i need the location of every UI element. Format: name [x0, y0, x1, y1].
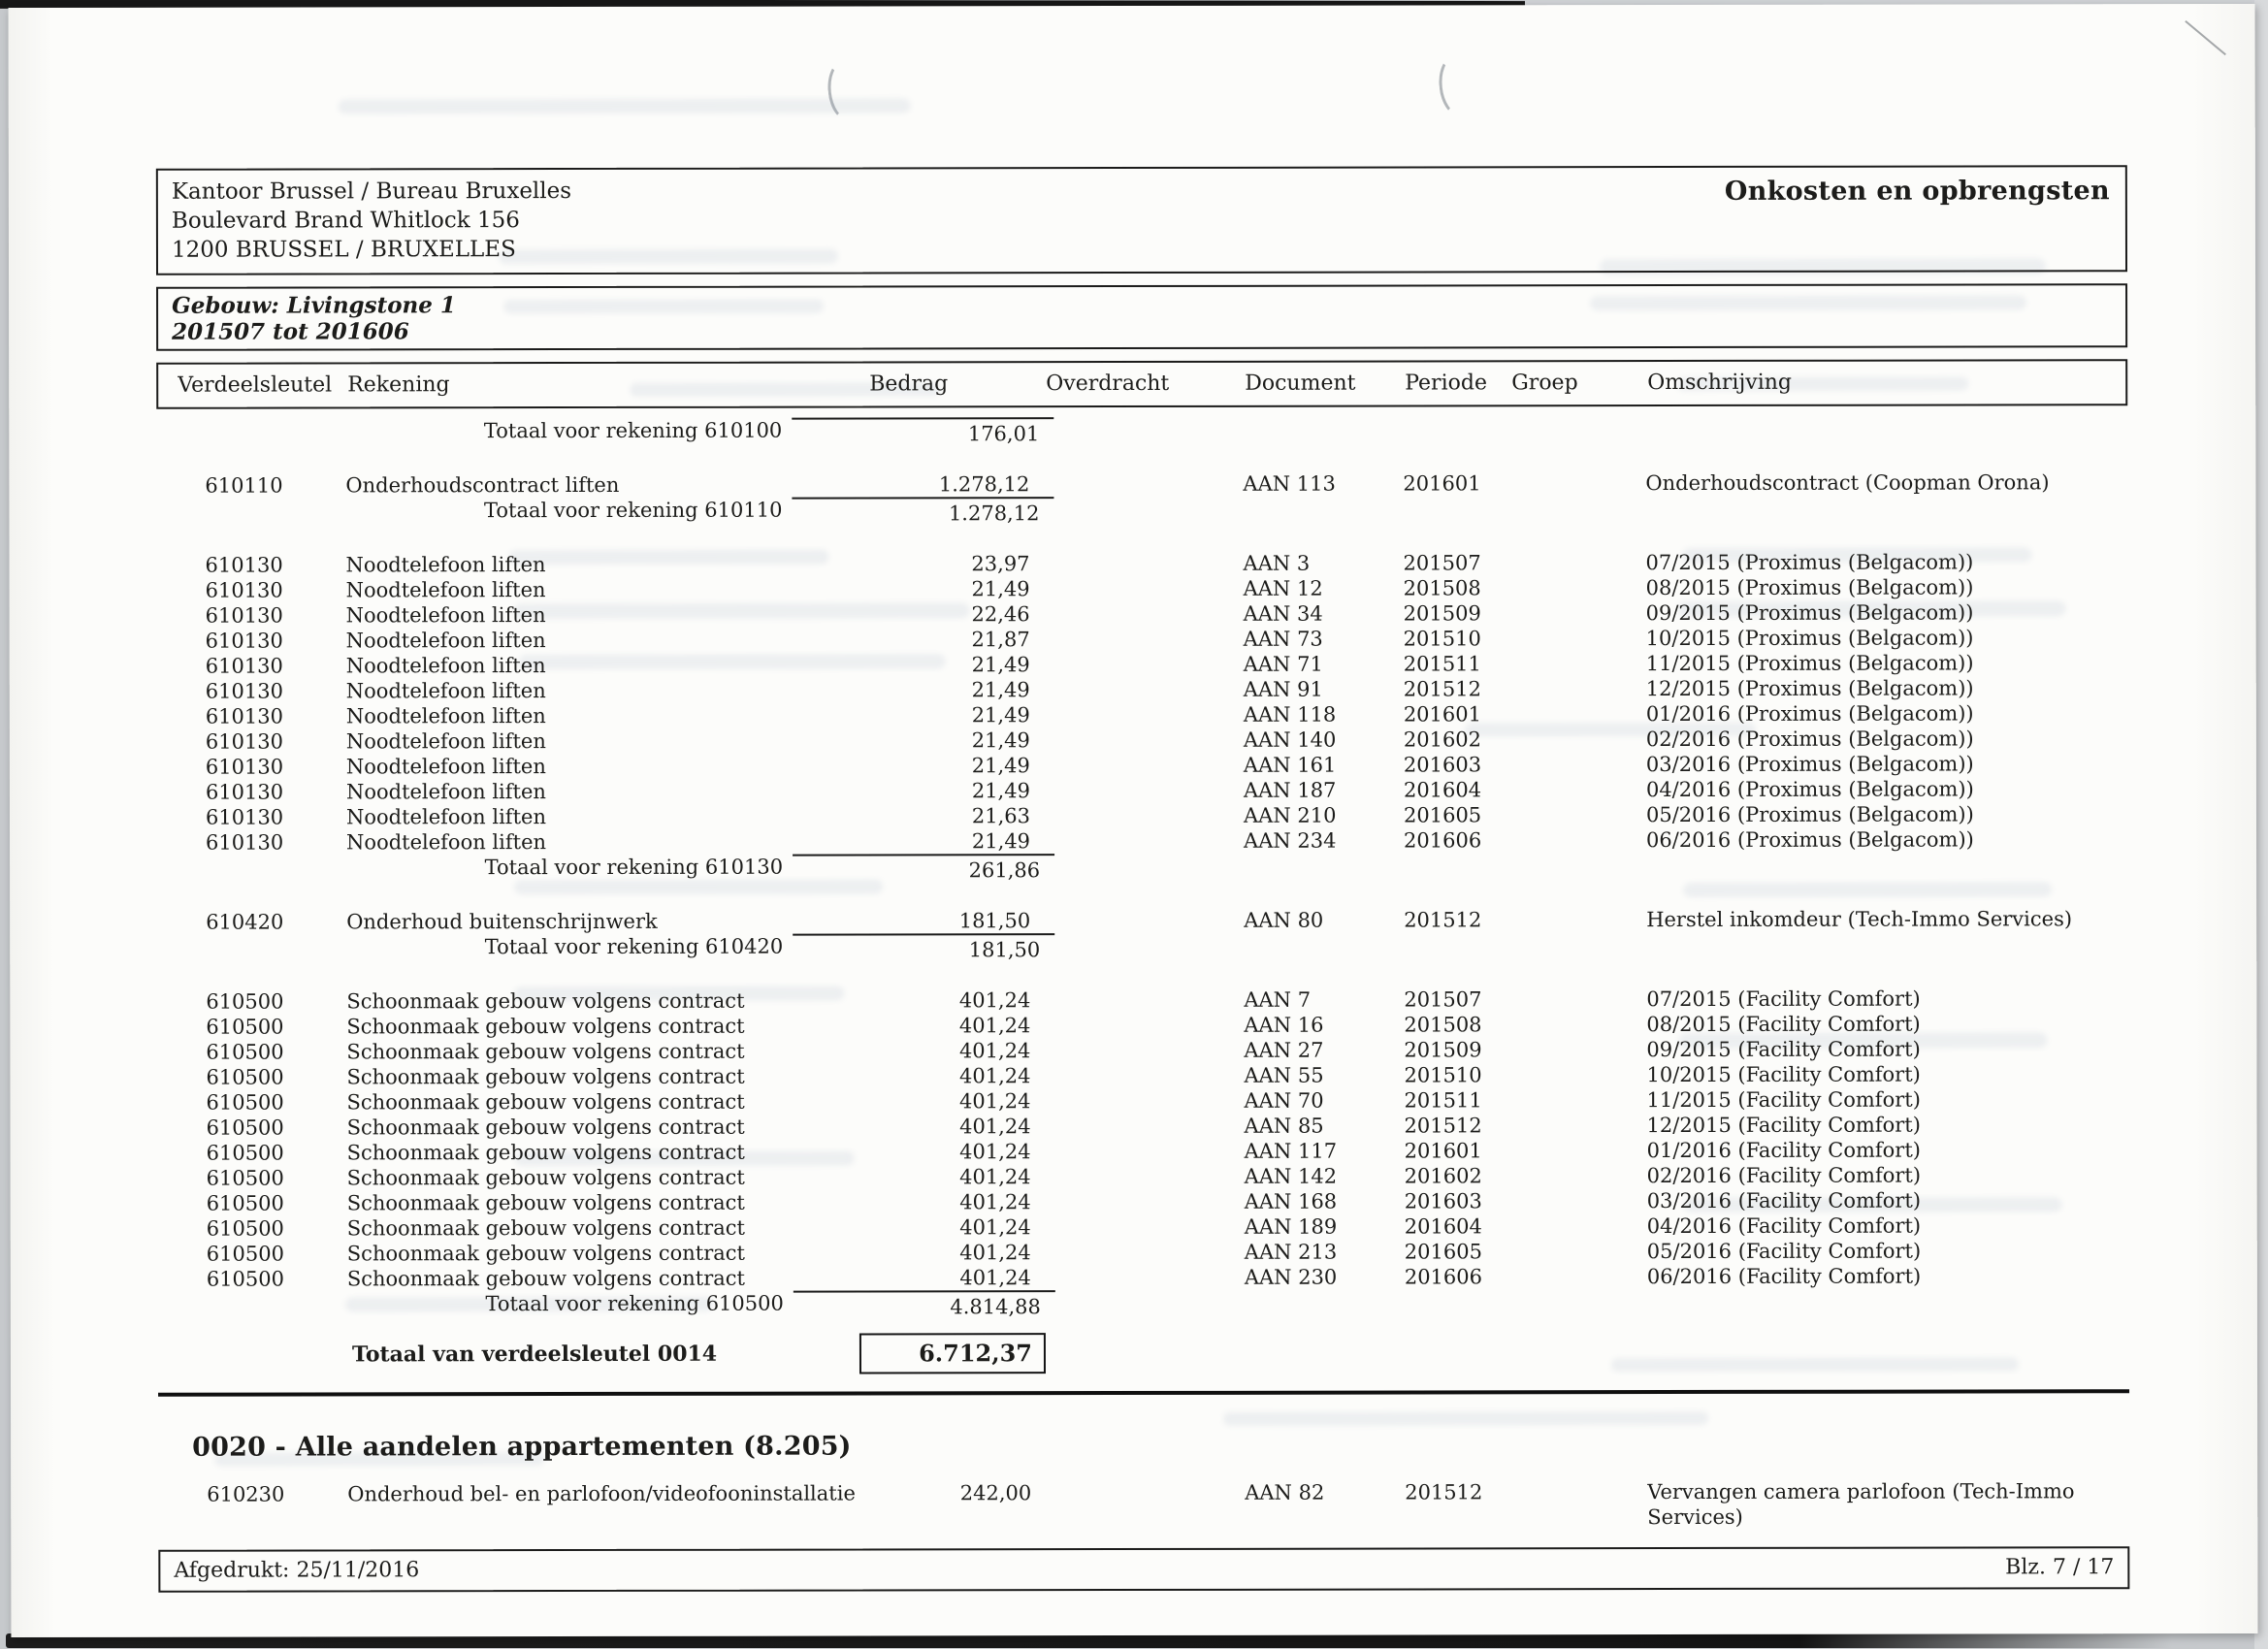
cell-document: AAN 7: [1244, 987, 1312, 1012]
cell-omschrijving: 04/2016 (Proximus (Belgacom)): [1645, 777, 1974, 802]
cell-rekening: Schoonmaak gebouw volgens contract: [346, 1140, 745, 1165]
cell-overdracht: [1045, 753, 1244, 778]
cell-document: AAN 189: [1244, 1214, 1338, 1239]
cell-periode: 201507: [1403, 551, 1481, 575]
cell-omschrijving: 05/2016 (Facility Comfort): [1646, 1239, 1922, 1264]
cell-overdracht: [1045, 601, 1244, 627]
table-row: [157, 751, 2128, 780]
cell-rekening: Schoonmaak gebouw volgens contract: [346, 1039, 745, 1064]
cell-overdracht: [1046, 1265, 1245, 1290]
cell-bedrag: 401,24: [958, 1014, 1031, 1038]
cell-bedrag: 21,49: [971, 577, 1030, 601]
cell-document: AAN 161: [1243, 753, 1337, 777]
section-divider: [158, 1389, 2129, 1422]
cell-overdracht: [1046, 1139, 1245, 1164]
cell-rekening: Noodtelefoon liften: [345, 629, 546, 653]
cell-omschrijving: 09/2015 (Proximus (Belgacom)): [1645, 600, 1974, 626]
cell-rekening: Schoonmaak gebouw volgens contract: [346, 1165, 745, 1190]
cell-omschrijving: Onderhoudscontract (Coopman Orona): [1645, 470, 2050, 496]
cell-overdracht: [1045, 908, 1244, 933]
cell-groep: [1511, 1163, 1647, 1188]
cell-rekening: Schoonmaak gebouw volgens contract: [346, 988, 745, 1014]
cell-periode: 201604: [1404, 1214, 1482, 1239]
cell-verdeelsleutel: 610130: [205, 553, 283, 577]
cell-rekening: Schoonmaak gebouw volgens contract: [346, 1241, 745, 1266]
cell-omschrijving: 02/2016 (Facility Comfort): [1646, 1163, 1922, 1188]
cell-groep: [1510, 986, 1646, 1012]
cell-verdeelsleutel: 610130: [205, 578, 283, 602]
total-row: [156, 495, 2127, 528]
cell-overdracht: [1045, 1038, 1244, 1063]
cell-omschrijving: 11/2015 (Facility Comfort): [1646, 1087, 1921, 1113]
cell-periode: 201605: [1403, 803, 1482, 827]
cell-rekening: Schoonmaak gebouw volgens contract: [346, 1266, 746, 1291]
cell-verdeelsleutel: 610500: [206, 1040, 284, 1064]
cell-omschrijving: 10/2015 (Facility Comfort): [1646, 1062, 1921, 1087]
total-label: Totaal voor rekening 610420: [484, 934, 784, 959]
column-header-bedrag: Bedrag: [869, 372, 949, 397]
cell-periode: 201512: [1403, 677, 1481, 701]
cell-groep: [1510, 802, 1646, 827]
cell-document: AAN 142: [1244, 1164, 1338, 1188]
total-row: [157, 852, 2128, 885]
cell-omschrijving: 10/2015 (Proximus (Belgacom)): [1645, 626, 1974, 651]
office-line: Kantoor Brussel / Bureau Bruxelles: [171, 178, 572, 205]
cell-periode: 201508: [1403, 576, 1481, 600]
cell-bedrag: 21,63: [971, 804, 1031, 828]
cell-periode: 201601: [1403, 702, 1482, 727]
cell-periode: 201601: [1403, 471, 1481, 496]
column-header-verdeelsleutel: Verdeelsleutel: [178, 372, 333, 398]
cell-groep: [1511, 1264, 1647, 1289]
table-row: [158, 1212, 2129, 1242]
column-header-omschrijving: Omschrijving: [1647, 370, 1793, 396]
cell-overdracht: [1046, 1240, 1245, 1265]
cell-verdeelsleutel: 610130: [205, 755, 284, 779]
cell-bedrag: 401,24: [959, 1190, 1031, 1214]
cell-bedrag: 401,24: [959, 1266, 1031, 1290]
cell-document: AAN 71: [1243, 652, 1323, 676]
cell-groep: [1509, 470, 1645, 496]
cell-document: AAN 140: [1243, 728, 1337, 752]
cell-rekening: Schoonmaak gebouw volgens contract: [346, 1064, 745, 1089]
cell-verdeelsleutel: 610130: [205, 679, 283, 703]
column-header-document: Document: [1245, 371, 1356, 396]
table-row: [158, 1478, 2129, 1533]
cell-rekening: Noodtelefoon liften: [346, 830, 547, 855]
cell-groep: [1510, 651, 1646, 676]
cell-groep: [1510, 752, 1646, 777]
cell-groep: [1510, 1012, 1646, 1037]
table-row: [157, 726, 2128, 755]
column-header-periode: Periode: [1405, 371, 1487, 396]
table-row: [158, 1137, 2129, 1166]
cell-periode: 201604: [1403, 778, 1482, 802]
cell-verdeelsleutel: 610500: [206, 1166, 284, 1190]
row-gap: [157, 881, 2128, 910]
table-row: [157, 1061, 2128, 1090]
cell-rekening: Schoonmaak gebouw volgens contract: [346, 1190, 745, 1215]
cell-omschrijving: 02/2016 (Proximus (Belgacom)): [1645, 727, 1974, 752]
cell-rekening: Noodtelefoon liften: [345, 729, 546, 754]
cell-rekening: Noodtelefoon liften: [345, 679, 546, 703]
bleed-through-ghost: [339, 98, 911, 113]
cell-verdeelsleutel: 610130: [205, 704, 284, 728]
document-sheet: [9, 4, 2258, 1637]
cell-rekening: Noodtelefoon liften: [345, 603, 546, 628]
office-line: 1200 BRUSSEL / BRUXELLES: [171, 237, 516, 263]
total-label: Totaal voor rekening 610100: [483, 418, 783, 443]
cell-document: AAN 168: [1244, 1189, 1338, 1213]
table-row: [158, 1187, 2129, 1216]
cell-omschrijving: 03/2016 (Proximus (Belgacom)): [1645, 752, 1974, 777]
cell-rekening: Noodtelefoon liften: [345, 805, 546, 829]
grand-total-row: [158, 1331, 2129, 1375]
cell-groep: [1510, 727, 1646, 752]
cell-overdracht: [1046, 1164, 1245, 1189]
cell-overdracht: [1046, 1214, 1245, 1240]
cell-bedrag: 181,50: [958, 909, 1031, 933]
cell-bedrag: 21,49: [971, 728, 1030, 753]
cell-omschrijving: Herstel inkomdeur (Tech-Immo Services): [1646, 907, 2073, 932]
cell-overdracht: [1045, 828, 1244, 854]
cell-verdeelsleutel: 610500: [206, 1141, 284, 1165]
cell-groep: [1510, 827, 1646, 853]
table-row: [158, 1238, 2129, 1267]
cell-document: AAN 27: [1244, 1038, 1324, 1062]
cell-bedrag: 21,49: [971, 653, 1030, 677]
cell-verdeelsleutel: 610500: [206, 1116, 284, 1140]
building-period: 201507 tot 201606: [172, 318, 409, 345]
cell-verdeelsleutel: 610110: [205, 473, 283, 498]
cell-document: AAN 80: [1244, 908, 1324, 932]
cell-rekening: Noodtelefoon liften: [345, 654, 546, 678]
cell-periode: 201512: [1404, 908, 1482, 932]
cell-rekening: Noodtelefoon liften: [345, 578, 546, 602]
cell-overdracht: [1045, 778, 1244, 803]
cell-omschrijving: Vervangen camera parlofoon (Tech-Immo Services): [1647, 1479, 2075, 1530]
cell-omschrijving: 05/2016 (Proximus (Belgacom)): [1645, 802, 1974, 827]
total-amount: 261,86: [793, 854, 1054, 883]
cell-document: AAN 73: [1243, 627, 1323, 651]
cell-bedrag: 401,24: [958, 1064, 1031, 1088]
cell-groep: [1510, 1037, 1646, 1062]
cell-bedrag: 401,24: [959, 1115, 1031, 1139]
total-row: [157, 931, 2128, 964]
cell-omschrijving: 06/2016 (Facility Comfort): [1646, 1264, 1922, 1289]
cell-overdracht: [1045, 1013, 1244, 1038]
cell-verdeelsleutel: 610130: [205, 729, 284, 754]
cell-omschrijving: 12/2015 (Facility Comfort): [1646, 1113, 1921, 1138]
office-address: [172, 177, 571, 265]
cell-verdeelsleutel: 610500: [206, 1090, 284, 1115]
cell-bedrag: 401,24: [958, 988, 1031, 1013]
cell-groep: [1511, 1138, 1647, 1163]
cell-periode: 201509: [1404, 1038, 1482, 1062]
scan-artifact-curve: [825, 59, 865, 122]
table-row: [157, 986, 2128, 1015]
column-header-groep: Groep: [1511, 371, 1578, 396]
cell-omschrijving: 04/2016 (Facility Comfort): [1646, 1213, 1922, 1239]
table-row: [157, 599, 2128, 629]
cell-document: AAN 85: [1244, 1114, 1324, 1138]
cell-document: AAN 55: [1244, 1063, 1324, 1087]
table-row: [158, 1263, 2129, 1292]
cell-overdracht: [1045, 551, 1244, 576]
table-row: [157, 1036, 2128, 1065]
cell-groep: [1510, 1087, 1646, 1113]
cell-document: AAN 34: [1243, 601, 1323, 626]
cell-periode: 201602: [1404, 1164, 1482, 1188]
cell-bedrag: 401,24: [959, 1241, 1031, 1265]
cell-periode: 201512: [1404, 1114, 1482, 1138]
cell-overdracht: [1044, 471, 1243, 497]
cell-document: AAN 70: [1244, 1088, 1324, 1113]
cell-verdeelsleutel: 610230: [207, 1482, 285, 1506]
printed-date: Afgedrukt: 25/11/2016: [174, 1558, 420, 1583]
table-row: [158, 1112, 2129, 1141]
cell-groep: [1511, 1479, 1647, 1530]
page-number: Blz. 7 / 17: [2005, 1555, 2115, 1580]
cell-verdeelsleutel: 610500: [206, 1267, 285, 1291]
cell-verdeelsleutel: 610130: [205, 603, 283, 628]
cell-overdracht: [1045, 652, 1244, 677]
cell-omschrijving: 12/2015 (Proximus (Belgacom)): [1645, 676, 1974, 701]
table-body: [156, 415, 2129, 1533]
cell-bedrag: 242,00: [959, 1481, 1032, 1505]
cell-verdeelsleutel: 610130: [205, 654, 283, 678]
total-label: Totaal voor rekening 610110: [483, 498, 783, 523]
cell-document: AAN 210: [1243, 803, 1337, 827]
cell-groep: [1510, 550, 1646, 575]
cell-rekening: Schoonmaak gebouw volgens contract: [346, 1089, 745, 1115]
table-row: [157, 906, 2128, 935]
cell-bedrag: 21,49: [971, 703, 1030, 728]
cell-groep: [1511, 1113, 1647, 1138]
cell-verdeelsleutel: 610130: [205, 805, 284, 829]
cell-groep: [1510, 676, 1646, 701]
cell-omschrijving: 09/2015 (Facility Comfort): [1646, 1037, 1921, 1062]
table-row: [157, 826, 2128, 856]
cell-omschrijving: 07/2015 (Facility Comfort): [1646, 986, 1921, 1012]
total-amount: 4.814,88: [794, 1290, 1055, 1319]
cell-overdracht: [1045, 702, 1244, 728]
cell-groep: [1510, 777, 1646, 802]
cell-periode: 201511: [1403, 652, 1481, 676]
table-row: [157, 625, 2128, 654]
row-gap: [156, 524, 2127, 553]
cell-verdeelsleutel: 610420: [206, 910, 284, 934]
cell-groep: [1510, 600, 1646, 626]
cell-periode: 201511: [1404, 1088, 1482, 1113]
cell-document: AAN 12: [1243, 576, 1323, 600]
cell-groep: [1510, 907, 1646, 932]
cell-verdeelsleutel: 610500: [206, 1065, 284, 1089]
cell-bedrag: 21,49: [971, 829, 1031, 854]
cell-rekening: Schoonmaak gebouw volgens contract: [346, 1115, 745, 1140]
cell-bedrag: 401,24: [958, 1039, 1031, 1063]
cell-omschrijving: 01/2016 (Proximus (Belgacom)): [1645, 701, 1974, 727]
cell-bedrag: 401,24: [959, 1165, 1031, 1189]
cell-periode: 201606: [1404, 1265, 1483, 1289]
total-label: Totaal voor rekening 610500: [485, 1291, 784, 1316]
cell-periode: 201509: [1403, 601, 1481, 626]
table-header-row: [156, 359, 2127, 409]
cell-bedrag: 401,24: [958, 1089, 1031, 1114]
cell-groep: [1511, 1213, 1647, 1239]
cell-verdeelsleutel: 610500: [206, 1242, 284, 1266]
office-line: Boulevard Brand Whitlock 156: [171, 208, 520, 234]
cell-verdeelsleutel: 610500: [206, 1216, 284, 1241]
table-row: [157, 650, 2128, 679]
row-gap: [156, 444, 2127, 473]
cell-overdracht: [1045, 803, 1244, 828]
total-amount: 176,01: [792, 417, 1053, 446]
cell-document: AAN 213: [1244, 1240, 1338, 1264]
building-name: Gebouw: Livingstone 1: [172, 292, 456, 319]
cell-rekening: Onderhoud buitenschrijnwerk: [346, 909, 658, 934]
scan-artifact-curve: [1436, 54, 1476, 117]
cell-overdracht: [1045, 576, 1244, 601]
cell-overdracht: [1046, 1114, 1245, 1139]
table-row: [157, 776, 2128, 805]
grand-total-label: Totaal van verdeelsleutel 0014: [351, 1341, 718, 1368]
cell-omschrijving: 01/2016 (Facility Comfort): [1646, 1138, 1921, 1163]
cell-bedrag: 21,49: [971, 754, 1030, 778]
cell-omschrijving: 11/2015 (Proximus (Belgacom)): [1645, 651, 1974, 676]
cell-overdracht: [1045, 677, 1244, 702]
cell-bedrag: 21,87: [971, 628, 1030, 652]
cell-omschrijving: 03/2016 (Facility Comfort): [1646, 1188, 1922, 1213]
cell-omschrijving: 08/2015 (Facility Comfort): [1646, 1012, 1921, 1037]
cell-verdeelsleutel: 610130: [205, 780, 284, 804]
cell-document: AAN 187: [1243, 778, 1337, 802]
cell-document: AAN 3: [1243, 551, 1311, 575]
cell-periode: 201603: [1404, 1189, 1482, 1213]
cell-periode: 201601: [1404, 1139, 1482, 1163]
total-amount: 181,50: [793, 933, 1054, 962]
cell-periode: 201510: [1404, 1063, 1482, 1087]
cell-groep: [1511, 1188, 1647, 1213]
letterhead-box: [156, 165, 2127, 275]
table-row: [157, 574, 2128, 603]
cell-bedrag: 22,46: [971, 602, 1030, 627]
report-document: [156, 165, 2130, 1593]
cell-document: AAN 117: [1244, 1139, 1338, 1163]
cell-groep: [1510, 701, 1646, 727]
cell-periode: 201507: [1404, 987, 1482, 1012]
cell-verdeelsleutel: 610500: [206, 1015, 284, 1039]
cell-rekening: Noodtelefoon liften: [345, 553, 546, 577]
cell-verdeelsleutel: 610130: [206, 830, 284, 855]
cell-periode: 201602: [1403, 728, 1482, 752]
cell-bedrag: 1.278,12: [938, 472, 1030, 497]
cell-document: AAN 234: [1244, 828, 1337, 853]
cell-document: AAN 16: [1244, 1013, 1324, 1037]
table-row: [157, 675, 2128, 704]
cell-document: AAN 82: [1245, 1480, 1325, 1504]
cell-overdracht: [1045, 1063, 1244, 1088]
total-amount: 1.278,12: [792, 497, 1053, 526]
table-row: [157, 1086, 2128, 1116]
cell-rekening: Schoonmaak gebouw volgens contract: [346, 1014, 745, 1039]
cell-periode: 201512: [1405, 1480, 1483, 1504]
cell-document: AAN 118: [1243, 702, 1337, 727]
cell-rekening: Onderhoud bel- en parlofoon/videofooninstallatie: [347, 1481, 856, 1506]
cell-bedrag: 401,24: [959, 1215, 1031, 1240]
cell-periode: 201603: [1403, 753, 1482, 777]
cell-bedrag: 21,49: [971, 779, 1030, 803]
scan-artifact-tick: [2185, 20, 2226, 55]
cell-bedrag: 401,24: [959, 1140, 1031, 1164]
cell-groep: [1511, 1239, 1647, 1264]
cell-periode: 201510: [1403, 627, 1481, 651]
cell-bedrag: 23,97: [971, 552, 1030, 576]
total-row: [156, 415, 2127, 448]
column-header-overdracht: Overdracht: [1046, 371, 1170, 397]
cell-overdracht: [1045, 1088, 1244, 1114]
cell-rekening: Noodtelefoon liften: [345, 755, 546, 779]
table-row: [156, 469, 2127, 499]
table-row: [158, 1162, 2129, 1191]
cell-omschrijving: 07/2015 (Proximus (Belgacom)): [1645, 550, 1974, 575]
cell-document: AAN 230: [1244, 1265, 1338, 1289]
cell-periode: 201605: [1404, 1240, 1482, 1264]
cell-periode: 201508: [1404, 1013, 1482, 1037]
cell-omschrijving: 06/2016 (Proximus (Belgacom)): [1646, 827, 1974, 853]
cell-groep: [1510, 1062, 1646, 1087]
cell-verdeelsleutel: 610500: [206, 989, 284, 1014]
cell-rekening: Noodtelefoon liften: [345, 780, 546, 804]
report-title: Onkosten en opbrengsten: [1724, 176, 2110, 207]
cell-groep: [1510, 575, 1646, 600]
cell-verdeelsleutel: 610500: [206, 1191, 284, 1215]
row-gap: [157, 960, 2128, 989]
cell-verdeelsleutel: 610130: [205, 629, 283, 653]
cell-overdracht: [1046, 1480, 1245, 1531]
cell-periode: 201606: [1404, 828, 1482, 853]
page-footer: [158, 1546, 2129, 1593]
table-row: [157, 549, 2128, 578]
table-row: [157, 700, 2128, 729]
cell-document: AAN 91: [1243, 677, 1323, 701]
table-row: [157, 801, 2128, 830]
column-header-rekening: Rekening: [347, 372, 450, 398]
cell-groep: [1510, 626, 1646, 651]
cell-overdracht: [1046, 1189, 1245, 1214]
cell-bedrag: 21,49: [971, 678, 1030, 702]
cell-overdracht: [1045, 728, 1244, 753]
cell-overdracht: [1045, 627, 1244, 652]
total-row: [158, 1288, 2129, 1321]
cell-rekening: Schoonmaak gebouw volgens contract: [346, 1215, 745, 1241]
total-label: Totaal voor rekening 610130: [484, 855, 784, 880]
cell-rekening: Onderhoudscontract liften: [345, 472, 620, 498]
table-row: [157, 1011, 2128, 1040]
cell-omschrijving: 08/2015 (Proximus (Belgacom)): [1645, 575, 1974, 600]
cell-overdracht: [1045, 987, 1244, 1013]
building-box: [156, 283, 2127, 351]
section-heading: 0020 - Alle aandelen appartementen (8.205): [192, 1431, 852, 1463]
cell-rekening: Noodtelefoon liften: [345, 704, 546, 728]
cell-document: AAN 113: [1243, 471, 1336, 496]
grand-total-amount: 6.712,37: [859, 1333, 1046, 1374]
